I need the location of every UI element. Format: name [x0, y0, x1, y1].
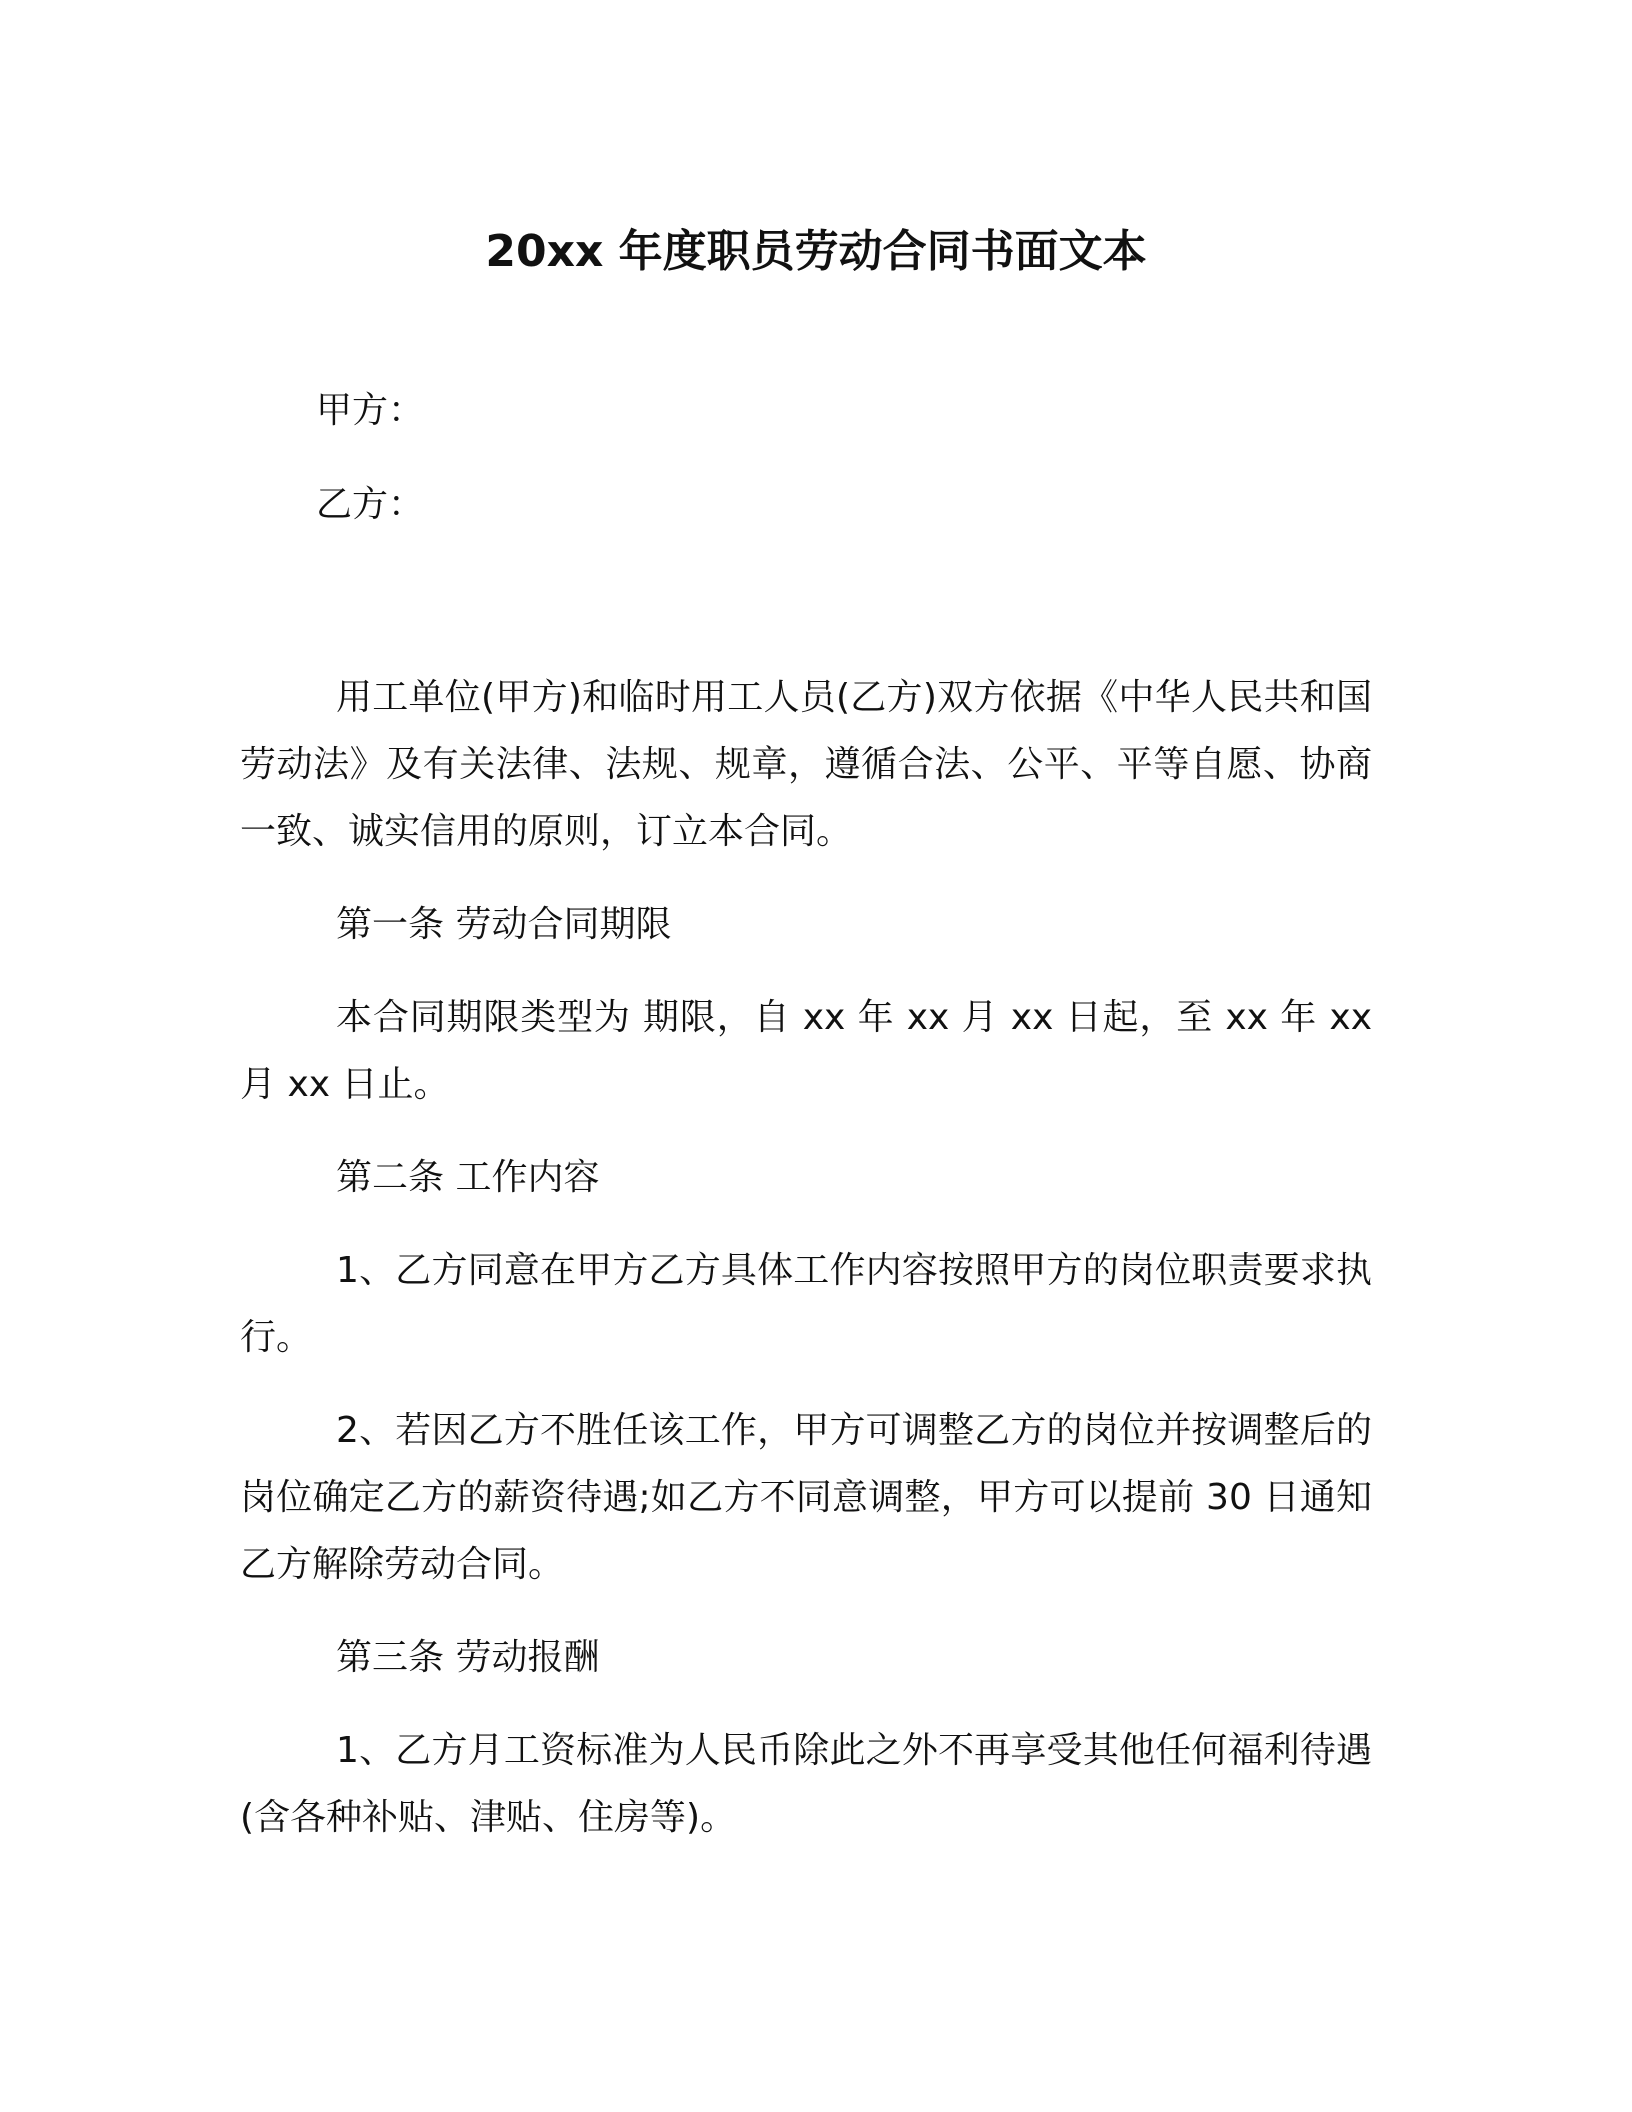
- article-3-item-1: 1、乙方月工资标准为人民币除此之外不再享受其他任何福利待遇(含各种补贴、津贴、住房等)。: [240, 1730, 1372, 1838]
- document-title: 20xx 年度职员劳动合同书面文本: [485, 226, 1147, 277]
- party-b-label: 乙方：: [316, 484, 425, 525]
- article-1-paragraph: 本合同期限类型为 期限，自 xx 年 xx 月 xx 日起，至 xx 年 xx 月 xx 日止。: [240, 997, 1372, 1105]
- article-2-item-1: 1、乙方同意在甲方乙方具体工作内容按照甲方的岗位职责要求执行。: [240, 1250, 1372, 1358]
- article-2-item-2: 2、若因乙方不胜任该工作，甲方可调整乙方的岗位并按调整后的岗位确定乙方的薪资待遇;如乙方不同意调整，甲方可以提前 30 日通知乙方解除劳动合同。: [240, 1410, 1372, 1585]
- article-3-heading: 第三条 劳动报酬: [336, 1637, 600, 1678]
- article-2-heading: 第二条 工作内容: [336, 1157, 600, 1198]
- contract-body: [240, 664, 1372, 1877]
- article-1-heading: 第一条 劳动合同期限: [336, 904, 672, 945]
- intro-paragraph: 用工单位(甲方)和临时用工人员(乙方)双方依据《中华人民共和国劳动法》及有关法律、法规、规章，遵循合法、公平、平等自愿、协商一致、诚实信用的原则，订立本合同。: [240, 677, 1372, 852]
- party-a-label: 甲方：: [316, 390, 425, 431]
